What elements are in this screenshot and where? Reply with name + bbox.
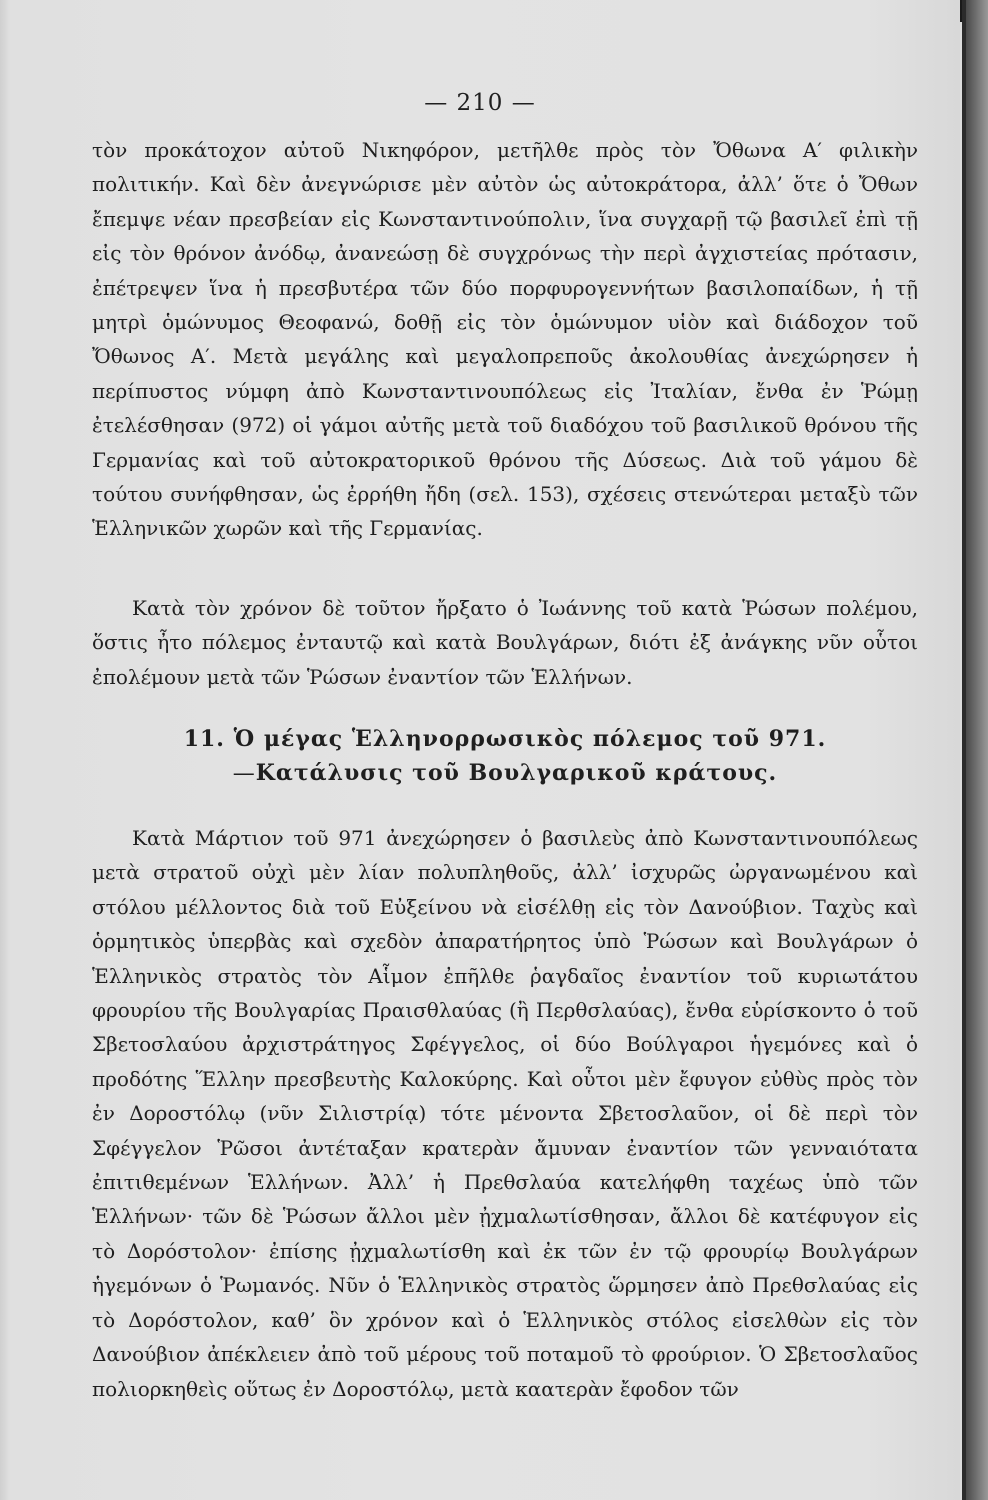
paragraph-3: Κατὰ Μάρτιον τοῦ 971 ἀνεχώρησεν ὁ βασιλεὺς ἀπὸ Κωνσταντινουπόλεως μετὰ στρατοῦ οὐχὶ μὲν λίαν πολυπληθοῦς, ἀλλ’ ἰσχυρῶς ὠργανωμένου καὶ στόλου μέλλοντος διὰ τοῦ Εὐξείνου νὰ εἰσέλθῃ εἰς τὸν Δανούβιον. Ταχὺς καὶ ὁρμητικὸς ὑπερβὰς καὶ σχεδὸν ἀπαρατήρητος ὑπὸ Ῥώσων καὶ Βουλγάρων ὁ Ἑλληνικὸς στρατὸς τὸν Αἷμον ἐπῆλθε ῥαγδαῖος ἐναντίον τοῦ κυριωτάτου φρουρίου τῆς Βουλγαρίας Πραισθλαύας (ἢ Περθσλαύας), ἔνθα εὑρίσκοντο ὁ τοῦ Σβετοσλαύου ἀρχιστράτηγος Σφέγγελος, οἱ δύο Βούλγαροι ἡγεμόνες καὶ ὁ προδότης Ἕλλην πρεσβευτὴς Καλοκύρης. Καὶ οὗτοι μὲν ἔφυγον εὐθὺς πρὸς τὸν ἐν Δοροστόλῳ (νῦν Σιλιστρίᾳ) τότε μένοντα Σβετοσλαῦον, οἱ δὲ περὶ τὸν Σφέγγελον Ῥῶσοι ἀντέταξαν κρατερὰν ἄμυναν ἐναντίον τῶν γενναιότατα ἐπιτιθεμένων Ἑλλήνων. Ἀλλ’ ἡ Πρεθσλαύα κατελήφθη ταχέως ὑπὸ τῶν Ἑλλήνων· τῶν δὲ Ῥώσων ἄλλοι μὲν ᾐχμαλωτίσθησαν, ἄλλοι δὲ κατέφυγον εἰς τὸ Δορόστολον· ἐπίσης ᾐχμαλωτίσθη καὶ ἐκ τῶν ἐν τῷ φρουρίῳ Βουλγάρων ἡγεμόνων ὁ Ῥωμανός. Νῦν ὁ Ἑλληνικὸς στρατὸς ὥρμησεν ἀπὸ Πρεθσλαύας εἰς τὸ Δορόστολον, καθ’ ὃν χρόνον καὶ ὁ Ἑλληνικὸς στόλος εἰσελθὼν εἰς τὸν Δανούβιον ἀπέκλειεν ἀπὸ τοῦ μέρους τοῦ ποταμοῦ τὸ φρούριον. Ὁ Σβετοσλαῦος πολιορκηθεὶς οὕτως ἐν Δοροστόλῳ, μετὰ καατερὰν ἔφοδον τῶν <box>92 826 918 1401</box>
body-text-upper <box>92 133 918 546</box>
paragraph-2: Κατὰ τὸν χρόνον δὲ τοῦτον ἤρξατο ὁ Ἰωάννης τοῦ κατὰ Ῥώσων πολέμου, ὅστις ἦτο πόλεμος ἐνταυτῷ καὶ κατὰ Βουλγάρων, διότι ἐξ ἀνάγκης νῦν οὗτοι ἐπολέμουν μετὰ τῶν Ῥώσων ἐναντίον τῶν Ἑλλήνων. <box>92 596 918 689</box>
section-heading <box>92 722 918 791</box>
body-text-middle <box>92 591 918 694</box>
body-text-lower <box>92 821 918 1406</box>
section-title-line2-wrapper <box>92 756 918 791</box>
section-number: 11. <box>183 726 225 752</box>
book-gutter <box>966 0 988 1500</box>
page-number: — 210 — <box>424 90 536 116</box>
heading-dash: — <box>232 761 256 786</box>
paragraph-1: τὸν προκάτοχον αὐτοῦ Νικηφόρον, μετῆλθε πρὸς τὸν Ὄθωνα Α′ φιλικὴν πολιτικήν. Καὶ δὲν ἀνεγνώρισε μὲν αὐτὸν ὡς αὐτοκράτορα, ἀλλ’ ὅτε ὁ Ὄθων ἔπεμψε νέαν πρεσβείαν εἰς Κωνσταντινούπολιν, ἵνα συγχαρῇ τῷ βασιλεῖ ἐπὶ τῇ εἰς τὸν θρόνον ἀνόδῳ, ἀνανεώσῃ δὲ συγχρόνως τὴν περὶ ἀγχιστείας πρότασιν, ἐπέτρεψεν ἵνα ἡ πρεσβυτέρα τῶν δύο πορφυρογεννήτων βασιλοπαίδων, ἡ τῇ μητρὶ ὁμώνυμος Θεοφανώ, δοθῇ εἰς τὸν ὁμώνυμον υἱὸν καὶ διάδοχον τοῦ Ὄθωνος Α′. Μετὰ μεγάλης καὶ μεγαλοπρεποῦς ἀκολουθίας ἀνεχώρησεν ἡ περίπυστος νύμφη ἀπὸ Κωνσταντινουπόλεως εἰς Ἰταλίαν, ἔνθα ἐν Ῥώμῃ ἐτελέσθησαν (972) οἱ γάμοι αὐτῆς μετὰ τοῦ διαδόχου τοῦ βασιλικοῦ θρόνου τῆς Γερμανίας καὶ τοῦ αὐτοκρατορικοῦ θρόνου τῆς Δύσεως. Διὰ τοῦ γάμου δὲ τούτου συνήφθησαν, ὡς ἐρρήθη ἤδη (σελ. 153), σχέσεις στενώτεραι μεταξὺ τῶν Ἑλληνικῶν χωρῶν καὶ τῆς Γερμανίας. <box>92 138 918 541</box>
section-title-line1: Ὁ μέγας Ἑλληνορρωσικὸς πόλεμος τοῦ 971. <box>233 726 827 752</box>
section-title-line2: Κατάλυσις τοῦ Βουλγαρικοῦ κράτους. <box>255 760 778 786</box>
